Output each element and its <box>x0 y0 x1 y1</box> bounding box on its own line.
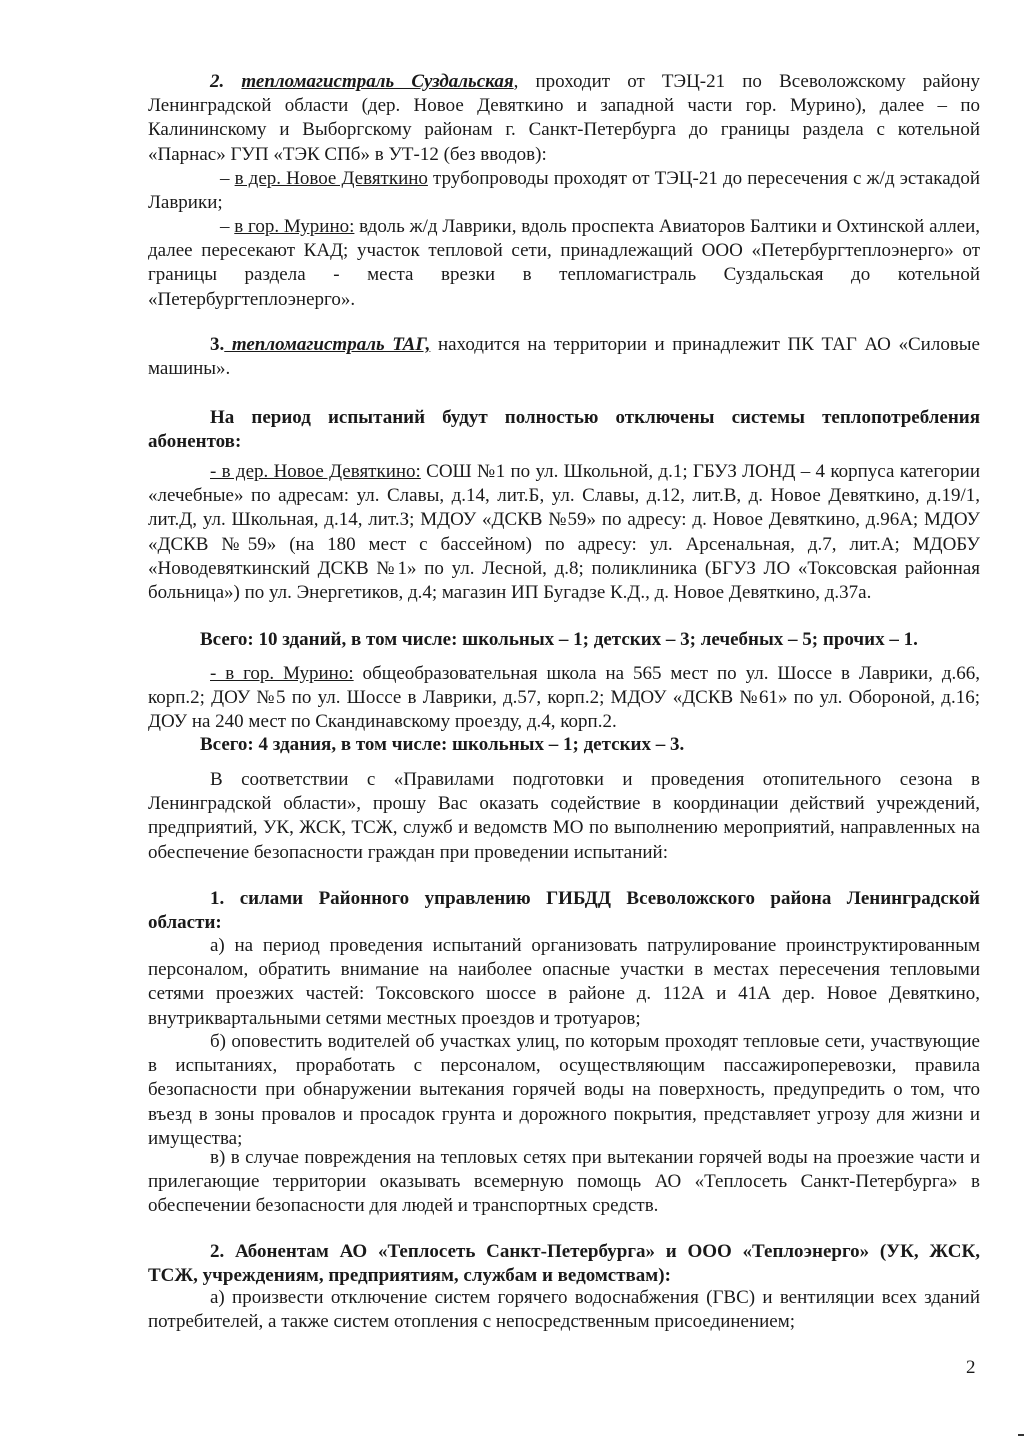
dash: – <box>220 168 235 189</box>
period-devyatkino-label: - в дер. Новое Девяткино: <box>210 461 421 482</box>
period-devyatkino-text: СОШ №1 по ул. Школьной, д.1; ГБУЗ ЛОНД – 4 корпуса категории «лечебные» по адресам: ул. Славы, д.14, лит.Б, ул. Славы, д.12, лит.В, д. Новое Девяткино, д.19/1, лит.Д, ул. Школьная, д.14, лит.З; МДОУ «ДСКВ №59» по адресу: д. Новое Девяткино, д.96А; МДОУ «ДСКВ №59» (на 180 мест с бассейном) по адресу: ул. Арсенальная, д.7, лит.А; МДОБУ «Новодевяткинский ДСКВ №1» по ул. Лесной, д.8; поликлиника (БГУЗ ЛО «Токсовская районная больница») по ул. Энергетиков, д.4; магазин ИП Бугадзе К.Д., д. Новое Девяткино, д.37а. <box>148 461 980 604</box>
section-3-text: находится на территории и принадлежит ПК ТАГ АО «Силовые машины». <box>148 334 980 380</box>
section-2-number: 2. <box>210 71 225 92</box>
gibdd-item-a: а) на период проведения испытаний организовать патрулирование проинструктированным персоналом, обратить внимание на наиболее опасные участки в местах пересечения тепловыми сетями проезжих частей: Токсовского шоссе в районе д. 112А и 41А дер. Новое Девяткино, внутриквартальными сетями местных проездов и тротуаров; <box>148 935 980 1029</box>
section-3-tag <box>148 333 980 381</box>
period-murino-label: - в гор. Мурино: <box>210 663 354 684</box>
section-2-devyatkino <box>148 167 980 215</box>
scan-mark <box>1018 1434 1024 1436</box>
devyatkino-label: в дер. Новое Девяткино <box>234 168 428 189</box>
period-devyatkino-total: Всего: 10 зданий, в том числе: школьных – 1; детских – 3; лечебных – 5; прочих – 1. <box>200 629 918 650</box>
gibdd-item-b: б) оповестить водителей об участках улиц, по которым проходят тепловые сети, участвующие в испытаниях, проработать с персоналом, осуществляющим пассажироперевозки, правила безопасности при обнаружении вытекания горячей воды на поверхность, предупредить о том, что въезд в зоны провалов и просадок грунта и дорожного покрытия, представляет угрозу для жизни и имущества; <box>148 1031 980 1149</box>
section-2-murino <box>148 215 980 312</box>
section-2-title: тепломагистраль Суздальская <box>241 71 514 92</box>
gibdd-heading: 1. силами Районного управлению ГИБДД Всеволожского района Ленинградской области: <box>148 888 980 934</box>
gibdd-item-c: в) в случае повреждения на тепловых сетях при вытекании горячей воды на проезжие части и прилегающие территории оказывать всемерную помощь АО «Теплосеть Санкт-Петербурга» в обеспечении безопасности для людей и транспортных средств. <box>148 1147 980 1217</box>
request-paragraph: В соответствии с «Правилами подготовки и проведения отопительного сезона в Ленинградской области», прошу Вас оказать содействие в координации действий учреждений, предприятий, УК, ЖСК, ТСЖ, служб и ведомств МО по выполнению мероприятий, направленных на обеспечение безопасности граждан при проведении испытаний: <box>148 769 980 863</box>
period-murino-text: общеобразовательная школа на 565 мест по ул. Шоссе в Лаврики, д.66, корп.2; ДОУ №5 по ул. Шоссе в Лаврики, д.57, корп.2; МДОУ «ДСКВ №61» по ул. Обороной, д.16; ДОУ на 240 мест по Скандинавскому проезду, д.4, корп.2. <box>148 663 981 733</box>
section-3-number: 3. <box>210 334 225 355</box>
subscribers-item-a: а) произвести отключение систем горячего водоснабжения (ГВС) и вентиляции всех зданий потребителей, а также систем отопления с непосредственным присоединением; <box>148 1287 980 1333</box>
section-2-suzdalskaya <box>148 70 980 167</box>
page-number: 2 <box>966 1357 976 1378</box>
period-murino-total: Всего: 4 здания, в том числе: школьных – 1; детских – 3. <box>200 734 685 755</box>
period-devyatkino <box>148 460 980 605</box>
dash: – <box>220 216 235 237</box>
subscribers-heading: 2. Абонентам АО «Теплосеть Санкт-Петербурга» и ООО «Теплоэнерго» (УК, ЖСК, ТСЖ, учреждениям, предприятиям, службам и ведомствам): <box>148 1241 980 1287</box>
period-murino <box>148 662 980 735</box>
murino-text: вдоль ж/д Лаврики, вдоль проспекта Авиаторов Балтики и Охтинской аллеи, далее пересекают КАД; участок тепловой сети, принадлежащий ООО «Петербургтеплоэнерго» от границы раздела - места врезки в тепломагистраль Суздальская до котельной «Петербургтеплоэнерго». <box>148 216 981 310</box>
murino-label: в гор. Мурино: <box>234 216 355 237</box>
section-3-title: тепломагистраль ТАГ, <box>224 334 431 355</box>
period-heading: На период испытаний будут полностью отключены системы теплопотребления абонентов: <box>148 407 980 453</box>
devyatkino-text: трубопроводы проходят от ТЭЦ-21 до пересечения с ж/д эстакадой Лаврики; <box>148 168 980 214</box>
section-2-text: , проходит от ТЭЦ-21 по Всеволожскому району Ленинградской области (дер. Новое Девяткино и западной части гор. Мурино), далее – по Калининскому и Выборгскому районам г. Санкт-Петербурга до границы раздела с котельной «Парнас» ГУП «ТЭК СПб» в УТ-12 (без вводов): <box>148 71 981 165</box>
